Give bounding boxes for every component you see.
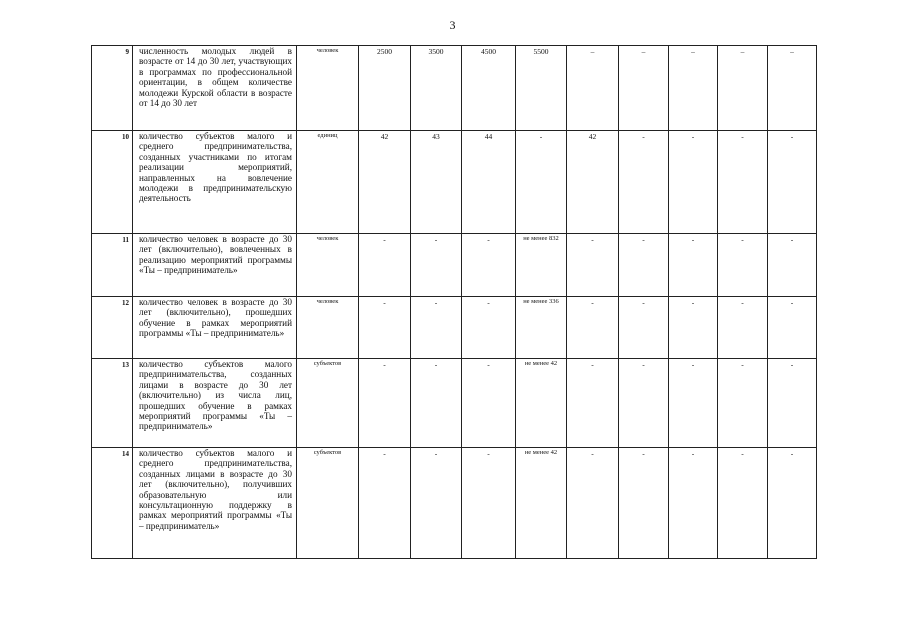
indicator-description: количество субъектов малого и среднего предпринимательства, созданных лицами в возрасте до 30 лет (включительно), получивших образовательную или консультационную поддержку в рамках мероприятий программы «Ты – предприниматель» (133, 448, 297, 559)
indicator-value: - (359, 234, 411, 297)
indicator-value: - (567, 359, 619, 448)
indicator-value: - (411, 234, 462, 297)
indicator-value: - (768, 234, 817, 297)
table-row (92, 131, 817, 234)
indicator-value: - (359, 359, 411, 448)
indicator-value: - (619, 234, 669, 297)
indicator-value: - (669, 131, 718, 234)
indicator-value: - (718, 297, 768, 359)
indicator-value: 5500 (516, 46, 567, 131)
table-row (92, 234, 817, 297)
indicator-value: 42 (567, 131, 619, 234)
indicator-value: - (359, 297, 411, 359)
indicator-value: - (619, 131, 669, 234)
row-number: 9 (92, 46, 133, 131)
indicator-value: - (567, 234, 619, 297)
indicator-value: - (669, 448, 718, 559)
indicator-value: - (619, 359, 669, 448)
table-row (92, 359, 817, 448)
indicator-value: – (567, 46, 619, 131)
unit-of-measure: человек (297, 46, 359, 131)
unit-of-measure: субъектов (297, 448, 359, 559)
indicator-value: - (411, 448, 462, 559)
indicator-value: - (669, 359, 718, 448)
indicator-value: 4500 (462, 46, 516, 131)
indicator-value: - (669, 234, 718, 297)
unit-of-measure: человек (297, 234, 359, 297)
unit-of-measure: человек (297, 297, 359, 359)
indicator-value: – (619, 46, 669, 131)
indicator-value: 43 (411, 131, 462, 234)
row-number: 11 (92, 234, 133, 297)
indicator-value: – (669, 46, 718, 131)
indicator-value: - (669, 297, 718, 359)
unit-of-measure: субъектов (297, 359, 359, 448)
indicator-value: - (411, 297, 462, 359)
indicator-value: – (718, 46, 768, 131)
indicator-value: не менее 336 (516, 297, 567, 359)
indicator-value: - (718, 234, 768, 297)
indicator-value: - (718, 359, 768, 448)
page-number: 3 (449, 18, 456, 32)
row-number: 12 (92, 297, 133, 359)
indicator-description: количество человек в возрасте до 30 лет (включительно), прошедших обучение в рамках мероприятий программы «Ты – предприниматель» (133, 297, 297, 359)
row-number: 14 (92, 448, 133, 559)
indicator-value: - (462, 297, 516, 359)
indicator-description: количество человек в возрасте до 30 лет (включительно), вовлеченных в реализацию мероприятий программы «Ты – предприниматель» (133, 234, 297, 297)
indicator-value: 2500 (359, 46, 411, 131)
indicator-value: - (567, 297, 619, 359)
indicator-description: количество субъектов малого и среднего предпринимательства, созданных участниками по итогам реализации мероприятий, направленных на вовлечение молодежи в предпринимательскую деятельность (133, 131, 297, 234)
table-row (92, 448, 817, 559)
indicator-description: количество субъектов малого предпринимательства, созданных лицами в возрасте до 30 лет (включительно) из числа лиц, прошедших обучение в рамках мероприятий программы «Ты – предприниматель» (133, 359, 297, 448)
unit-of-measure: единиц (297, 131, 359, 234)
indicator-value: - (768, 359, 817, 448)
indicator-value: - (619, 448, 669, 559)
indicator-value: – (768, 46, 817, 131)
indicator-description: численность молодых людей в возрасте от 14 до 30 лет, участвующих в программах по профессиональной ориентации, в общем количестве молодежи Курской области в возрасте от 14 до 30 лет (133, 46, 297, 131)
indicator-value: - (462, 359, 516, 448)
indicator-value: - (462, 448, 516, 559)
indicator-value: - (462, 234, 516, 297)
indicator-value: не менее 832 (516, 234, 567, 297)
table-row (92, 297, 817, 359)
indicator-value: - (359, 448, 411, 559)
indicator-value: - (768, 448, 817, 559)
indicator-value: не менее 42 (516, 448, 567, 559)
indicator-value: - (567, 448, 619, 559)
row-number: 10 (92, 131, 133, 234)
indicator-value: 3500 (411, 46, 462, 131)
indicator-value: не менее 42 (516, 359, 567, 448)
row-number: 13 (92, 359, 133, 448)
indicator-value: - (516, 131, 567, 234)
indicator-value: - (718, 448, 768, 559)
indicator-value: - (718, 131, 768, 234)
table-row (92, 46, 817, 131)
indicators-table (91, 45, 817, 559)
indicator-value: 44 (462, 131, 516, 234)
indicator-value: 42 (359, 131, 411, 234)
indicator-value: - (619, 297, 669, 359)
indicator-value: - (768, 297, 817, 359)
indicator-value: - (768, 131, 817, 234)
indicator-value: - (411, 359, 462, 448)
